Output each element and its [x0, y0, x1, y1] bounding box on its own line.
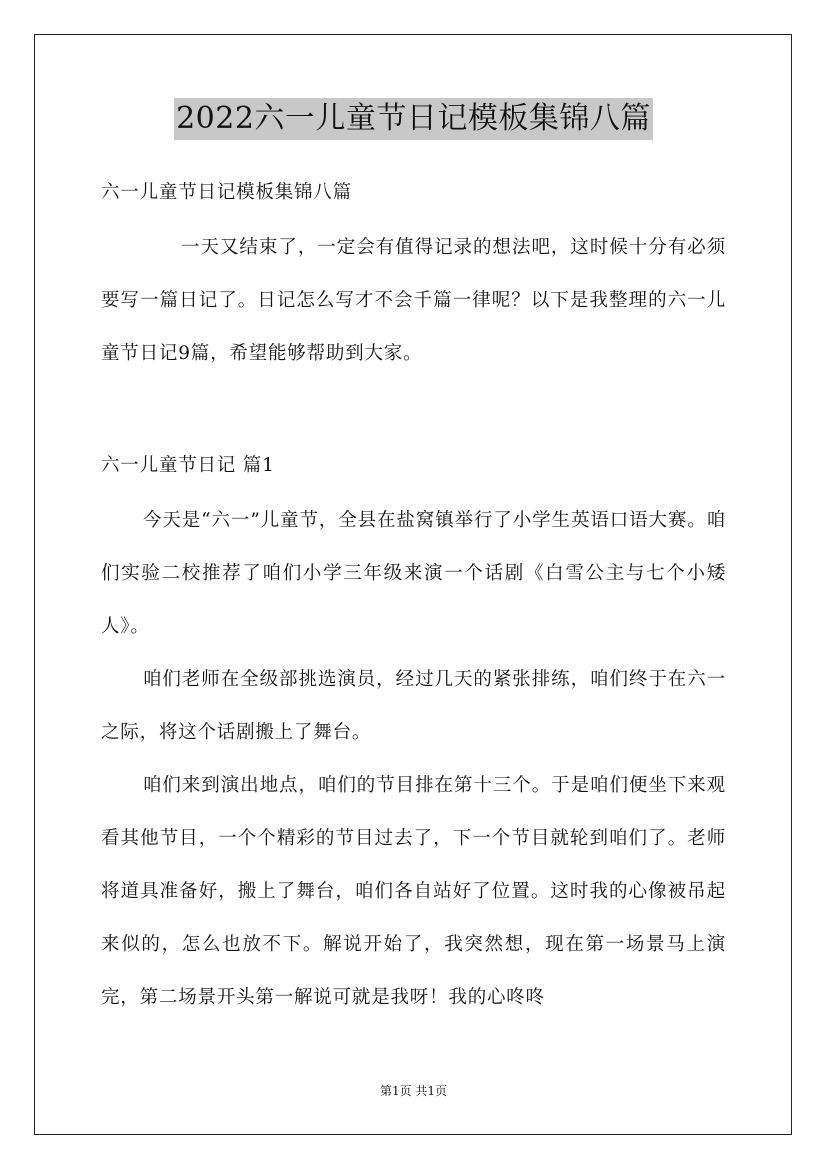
title-container	[0, 98, 827, 140]
article-paragraph: 今天是“六一”儿童节，全县在盐窝镇举行了小学生英语口语大赛。咱们实验二校推荐了咱们小学三年级来演一个话剧《白雪公主与七个小矮人》。	[101, 510, 726, 637]
intro-block	[101, 221, 726, 380]
document-subtitle: 六一儿童节日记模板集锦八篇	[101, 182, 352, 203]
article-body	[101, 494, 726, 1024]
article-paragraph: 咱们老师在全级部挑选演员，经过几天的紧张排练，咱们终于在六一之际，将这个话剧搬上了舞台。	[101, 669, 726, 743]
article-paragraph: 咱们来到演出地点，咱们的节目排在第十三个。于是咱们便坐下来观看其他节目，一个个精彩的节目过去了，下一个节目就轮到咱们了。老师将道具准备好，搬上了舞台，咱们各自站好了位置。这时我的心像被吊起来似的，怎么也放不下。解说开始了，我突然想，现在第一场景马上演完，第二场景开头第一解说可就是我呀！我的心咚咚	[101, 775, 726, 1008]
document-title: 2022六一儿童节日记模板集锦八篇	[174, 98, 653, 140]
page-footer: 第1页 共1页	[379, 1084, 448, 1098]
section-heading: 六一儿童节日记 篇1	[101, 455, 275, 476]
intro-paragraph: 一天又结束了，一定会有值得记录的想法吧，这时候十分有必须要写一篇日记了。日记怎么写才不会千篇一律呢？以下是我整理的六一儿童节日记9篇，希望能够帮助到大家。	[101, 237, 726, 364]
